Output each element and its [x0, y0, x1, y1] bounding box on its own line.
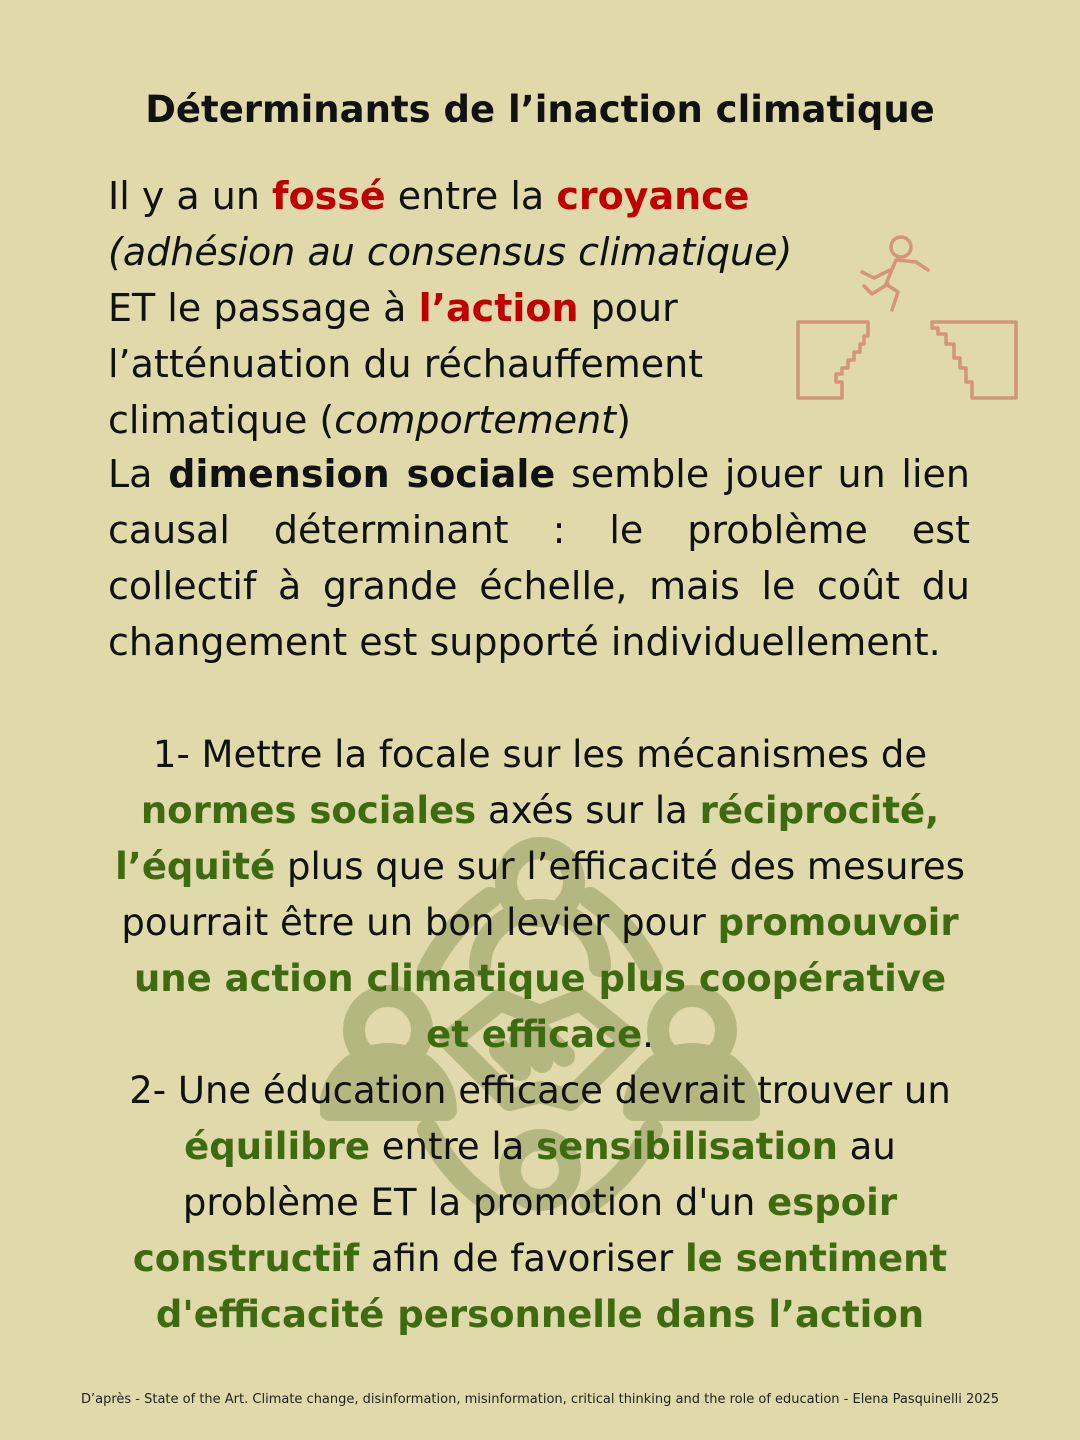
keyword-fosse: fossé — [272, 174, 386, 218]
intro-paragraph: Il y a un fossé entre la croyance (adhésion au consensus climatique) ET le passage à l’action pour l’atténuation du réchauffement climatique (comportement) — [108, 174, 793, 442]
social-dimension-paragraph: La dimension sociale semble jouer un lien causal déterminant : le problème est collectif à grande échelle, mais le coût du changement est supporté individuellement. — [108, 452, 970, 664]
keyword-sentiment: le sentiment d'efficacité personnelle dans l’action — [155, 1237, 948, 1336]
point-2: 2- Une éducation efficace devrait trouver un équilibre entre la sensibilisation au problème ET la promotion d'un espoir constructif afin de favoriser le sentiment d'efficacité personnelle dans l’action — [129, 1069, 951, 1336]
recommendations-block — [108, 727, 972, 1343]
person-jumping-gap-icon — [796, 232, 1020, 402]
keyword-dimension-sociale: dimension sociale — [168, 452, 556, 496]
keyword-sensibilisation: sensibilisation — [536, 1125, 838, 1168]
keyword-normes-sociales: normes sociales — [140, 789, 477, 832]
point-1: 1- Mettre la focale sur les mécanismes de normes sociales axés sur la réciprocité, l’équité plus que sur l’efficacité des mesures pourrait être un bon levier pour promouvoir une action climatique plus coopérative et efficace. — [115, 733, 965, 1056]
keyword-promouvoir: promouvoir une action climatique plus coopérative et efficace — [133, 901, 959, 1056]
source-citation: D’après - State of the Art. Climate change, disinformation, misinformation, critical thinking and the role of education - Elena Pasquinelli 2025 — [80, 1392, 1000, 1407]
page-title: Déterminants de l’inaction climatique — [145, 88, 935, 131]
adhesion-note: (adhésion au consensus climatique) — [108, 230, 793, 274]
keyword-reciprocite: réciprocité, l’équité — [115, 789, 940, 888]
comportement-note: comportement — [334, 398, 617, 442]
keyword-action: l’action — [418, 286, 579, 330]
keyword-espoir: espoir constructif — [132, 1181, 898, 1280]
keyword-equilibre: équilibre — [184, 1125, 370, 1168]
keyword-croyance: croyance — [556, 174, 750, 218]
